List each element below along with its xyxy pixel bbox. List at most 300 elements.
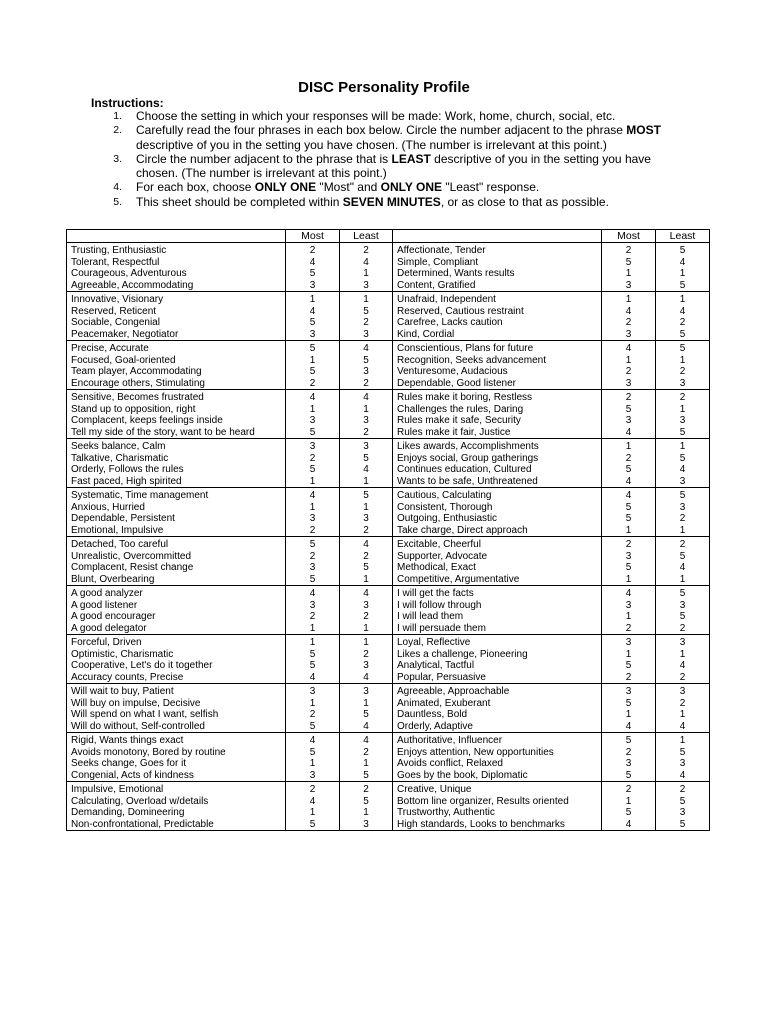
least-number[interactable]: 1: [363, 573, 369, 585]
instruction-text: Carefully read the four phrases in each box below. Circle the number adjacent to the phrase: [136, 123, 627, 138]
most-number[interactable]: 5: [309, 317, 316, 328]
phrases-cell-left: [67, 782, 286, 831]
most-number[interactable]: 4: [309, 256, 316, 268]
most-cell-right: [602, 390, 656, 439]
most-number[interactable]: 2: [625, 784, 632, 795]
least-number[interactable]: 1: [363, 501, 369, 513]
most-cell-right: [602, 243, 656, 292]
least-number[interactable]: 4: [679, 660, 686, 671]
least-number[interactable]: 3: [679, 807, 686, 818]
most-number[interactable]: 1: [625, 268, 632, 279]
least-number[interactable]: 4: [363, 256, 369, 268]
least-number[interactable]: 3: [679, 377, 686, 389]
most-number[interactable]: 5: [625, 513, 632, 524]
least-number[interactable]: 1: [363, 268, 369, 279]
most-number[interactable]: 2: [309, 524, 316, 536]
least-number[interactable]: 5: [363, 305, 369, 317]
phrases-cell-right: [393, 733, 602, 782]
least-number[interactable]: 1: [363, 637, 369, 648]
least-number[interactable]: 2: [363, 524, 369, 536]
least-number[interactable]: 3: [679, 637, 686, 648]
least-number[interactable]: 2: [679, 513, 686, 524]
most-number[interactable]: 3: [625, 279, 632, 291]
least-number[interactable]: 3: [679, 415, 686, 426]
phrases-cell-right: [393, 684, 602, 733]
most-number[interactable]: 4: [625, 818, 632, 830]
least-number[interactable]: 4: [679, 720, 686, 732]
most-cell-left: [286, 292, 340, 341]
phrase-text: Impulsive, Emotional: [71, 784, 164, 795]
most-number[interactable]: 2: [309, 611, 316, 622]
most-number[interactable]: 5: [625, 256, 632, 268]
phrases-cell-left: [67, 537, 286, 586]
instruction-item: [110, 152, 710, 181]
instruction-number: 5.: [113, 195, 122, 208]
least-number[interactable]: 3: [363, 415, 369, 426]
least-number[interactable]: 5: [679, 818, 686, 830]
least-number[interactable]: 4: [363, 588, 369, 599]
most-number[interactable]: 5: [625, 562, 632, 573]
phrase-text: Innovative, Visionary: [71, 294, 164, 305]
least-number[interactable]: 2: [679, 539, 686, 550]
table-row: [67, 243, 710, 292]
phrase-text: Precise, Accurate: [71, 343, 149, 354]
most-number[interactable]: 1: [625, 611, 632, 622]
most-cell-right: [602, 292, 656, 341]
most-number[interactable]: 3: [309, 599, 316, 611]
least-number[interactable]: 4: [679, 769, 686, 781]
most-number[interactable]: 1: [309, 501, 316, 513]
most-number[interactable]: 1: [625, 648, 632, 660]
least-cell-right: [656, 243, 710, 292]
most-number[interactable]: 5: [309, 660, 316, 671]
phrase-text: Content, Gratified: [397, 279, 476, 291]
least-number[interactable]: 3: [679, 475, 686, 487]
most-cell-left: [286, 488, 340, 537]
phrase-text: Analytical, Tactful: [397, 660, 475, 671]
instruction-text: descriptive of you in the setting you have: [430, 151, 651, 166]
most-number[interactable]: 3: [625, 686, 632, 697]
least-number[interactable]: 1: [679, 573, 686, 585]
most-number[interactable]: 5: [309, 573, 316, 585]
most-number[interactable]: 2: [309, 784, 316, 795]
most-cell-left: [286, 586, 340, 635]
most-number[interactable]: 2: [625, 622, 632, 634]
phrase-text: Likes a challenge, Pioneering: [397, 648, 528, 660]
least-number[interactable]: 4: [363, 720, 369, 732]
least-number[interactable]: 1: [679, 735, 686, 746]
least-number[interactable]: 5: [363, 490, 369, 501]
most-cell-left: [286, 635, 340, 684]
header-least-right: Least: [656, 230, 710, 243]
most-number[interactable]: 2: [309, 709, 316, 720]
least-number[interactable]: 1: [363, 403, 369, 415]
least-number[interactable]: 3: [679, 758, 686, 769]
table-row: [67, 586, 710, 635]
most-number[interactable]: 3: [309, 513, 316, 524]
least-number[interactable]: 2: [363, 648, 369, 660]
phrase-text: Dependable, Good listener: [397, 377, 516, 389]
phrase-text: Agreeable, Approachable: [397, 686, 510, 697]
phrase-text: A good encourager: [71, 611, 156, 622]
most-number[interactable]: 2: [309, 550, 316, 562]
most-number[interactable]: 4: [309, 795, 316, 807]
least-cell-right: [656, 782, 710, 831]
most-number[interactable]: 1: [309, 807, 316, 818]
least-number[interactable]: 4: [679, 256, 686, 268]
most-number[interactable]: 5: [625, 735, 632, 746]
least-number[interactable]: 5: [679, 746, 686, 758]
least-number[interactable]: 1: [679, 268, 686, 279]
table-header-row: [67, 230, 710, 243]
most-number[interactable]: 5: [309, 818, 316, 830]
instruction-text: descriptive of you in the setting you have chosen. (The number is irrelevant at this point.): [136, 137, 607, 152]
least-number[interactable]: 5: [679, 245, 686, 256]
phrase-text: Methodical, Exact: [397, 562, 476, 573]
most-number[interactable]: 5: [309, 539, 316, 550]
phrase-text: I will follow through: [397, 599, 482, 611]
phrases-cell-left: [67, 684, 286, 733]
instruction-line: [136, 138, 710, 152]
least-number[interactable]: 2: [679, 622, 686, 634]
least-number[interactable]: 4: [363, 343, 369, 354]
least-number[interactable]: 2: [679, 317, 686, 328]
phrase-text: Forceful, Driven: [71, 637, 142, 648]
most-number[interactable]: 2: [625, 671, 632, 683]
least-number[interactable]: 5: [363, 769, 369, 781]
most-number[interactable]: 1: [625, 709, 632, 720]
least-number[interactable]: 5: [679, 795, 686, 807]
most-number[interactable]: 4: [309, 588, 316, 599]
most-number[interactable]: 3: [309, 686, 316, 697]
most-number[interactable]: 2: [625, 366, 632, 377]
least-cell-left: [340, 341, 393, 390]
phrase-text: Detached, Too careful: [71, 539, 169, 550]
phrase-text: Cooperative, Let's do it together: [71, 660, 213, 671]
most-number[interactable]: 3: [309, 328, 316, 340]
phrases-cell-left: [67, 488, 286, 537]
phrase-text: Congenial, Acts of kindness: [71, 769, 194, 781]
least-number[interactable]: 4: [363, 539, 369, 550]
least-number[interactable]: 4: [679, 562, 686, 573]
least-number[interactable]: 5: [363, 562, 369, 573]
most-number[interactable]: 2: [625, 392, 632, 403]
least-number[interactable]: 2: [363, 245, 369, 256]
most-number[interactable]: 1: [625, 795, 632, 807]
phrase-text: Fast paced, High spirited: [71, 475, 182, 487]
phrase-text: Reserved, Cautious restraint: [397, 305, 524, 317]
least-number[interactable]: 5: [363, 354, 369, 366]
least-number[interactable]: 5: [679, 279, 686, 291]
instruction-emphasis: LEAST: [391, 151, 431, 166]
most-number[interactable]: 5: [625, 660, 632, 671]
most-cell-left: [286, 341, 340, 390]
instruction-line: [136, 166, 710, 180]
most-number[interactable]: 3: [625, 377, 632, 389]
most-number[interactable]: 5: [309, 648, 316, 660]
most-number[interactable]: 1: [309, 637, 316, 648]
most-number[interactable]: 3: [309, 415, 316, 426]
phrase-text: Likes awards, Accomplishments: [397, 441, 539, 452]
phrase-text: Determined, Wants results: [397, 268, 515, 279]
most-cell-right: [602, 341, 656, 390]
instruction-line: [136, 195, 710, 209]
most-number[interactable]: 2: [309, 452, 316, 464]
least-number[interactable]: 2: [363, 784, 369, 795]
least-number[interactable]: 2: [363, 317, 369, 328]
most-number[interactable]: 5: [309, 720, 316, 732]
phrase-text: Will spend on what I want, selfish: [71, 709, 219, 720]
least-number[interactable]: 2: [679, 671, 686, 683]
most-number[interactable]: 4: [309, 671, 316, 683]
phrase-text: Reserved, Reticent: [71, 305, 157, 317]
most-number[interactable]: 5: [625, 501, 632, 513]
most-number[interactable]: 1: [309, 403, 316, 415]
most-cell-left: [286, 243, 340, 292]
least-number[interactable]: 5: [679, 452, 686, 464]
least-number[interactable]: 3: [679, 501, 686, 513]
most-number[interactable]: 4: [309, 735, 316, 746]
least-number[interactable]: 2: [363, 746, 369, 758]
instruction-emphasis: ONLY ONE: [254, 180, 317, 195]
least-number[interactable]: 4: [679, 305, 686, 317]
least-number[interactable]: 1: [363, 758, 369, 769]
phrases-cell-right: [393, 341, 602, 390]
least-cell-left: [340, 243, 393, 292]
most-number[interactable]: 1: [309, 354, 316, 366]
most-number[interactable]: 4: [625, 305, 632, 317]
least-number[interactable]: 4: [363, 671, 369, 683]
least-number[interactable]: 3: [679, 686, 686, 697]
most-number[interactable]: 2: [309, 245, 316, 256]
most-number[interactable]: 5: [625, 464, 632, 475]
most-number[interactable]: 5: [625, 697, 632, 709]
most-number[interactable]: 5: [625, 403, 632, 415]
phrases-cell-left: [67, 292, 286, 341]
phrases-cell-right: [393, 586, 602, 635]
least-number[interactable]: 2: [363, 550, 369, 562]
least-cell-left: [340, 733, 393, 782]
most-number[interactable]: 1: [309, 475, 316, 487]
most-cell-right: [602, 782, 656, 831]
most-number[interactable]: 1: [625, 524, 632, 536]
most-number[interactable]: 3: [625, 758, 632, 769]
phrase-text: Rules make it fair, Justice: [397, 426, 511, 438]
least-number[interactable]: 4: [363, 464, 369, 475]
most-number[interactable]: 5: [309, 343, 316, 354]
phrase-text: Unafraid, Independent: [397, 294, 496, 305]
least-number[interactable]: 4: [363, 392, 369, 403]
least-number[interactable]: 2: [363, 611, 369, 622]
most-number[interactable]: 4: [625, 720, 632, 732]
least-number[interactable]: 5: [363, 709, 369, 720]
table-row: [67, 341, 710, 390]
most-number[interactable]: 1: [625, 441, 632, 452]
least-number[interactable]: 5: [363, 452, 369, 464]
most-number[interactable]: 2: [625, 317, 632, 328]
most-number[interactable]: 3: [309, 562, 316, 573]
phrase-text: Competitive, Argumentative: [397, 573, 520, 585]
least-number[interactable]: 1: [363, 475, 369, 487]
most-cell-right: [602, 733, 656, 782]
most-number[interactable]: 3: [625, 550, 632, 562]
most-number[interactable]: 5: [309, 426, 316, 438]
least-number[interactable]: 2: [679, 366, 686, 377]
instruction-text: This sheet should be completed within: [136, 194, 343, 209]
least-number[interactable]: 5: [679, 343, 686, 354]
least-number[interactable]: 3: [363, 441, 369, 452]
most-number[interactable]: 1: [625, 354, 632, 366]
most-number[interactable]: 4: [625, 343, 632, 354]
least-number[interactable]: 2: [679, 784, 686, 795]
instruction-item: [110, 180, 710, 194]
least-number[interactable]: 1: [679, 294, 686, 305]
phrase-text: Tell my side of the story, want to be heard: [71, 426, 255, 438]
least-number[interactable]: 2: [363, 377, 369, 389]
least-number[interactable]: 3: [363, 366, 369, 377]
least-number[interactable]: 2: [679, 392, 686, 403]
most-number[interactable]: 1: [309, 622, 316, 634]
least-number[interactable]: 5: [363, 795, 369, 807]
header-most-left: Most: [286, 230, 340, 243]
phrase-text: Carefree, Lacks caution: [397, 317, 503, 328]
most-number[interactable]: 3: [625, 415, 632, 426]
least-number[interactable]: 3: [363, 686, 369, 697]
least-number[interactable]: 1: [679, 648, 686, 660]
least-number[interactable]: 5: [679, 550, 686, 562]
least-number[interactable]: 1: [363, 697, 369, 709]
phrase-text: Popular, Persuasive: [397, 671, 486, 683]
least-number[interactable]: 1: [363, 807, 369, 818]
instruction-number: 3.: [113, 152, 122, 165]
most-number[interactable]: 1: [309, 697, 316, 709]
least-number[interactable]: 3: [679, 599, 686, 611]
most-number[interactable]: 1: [309, 758, 316, 769]
least-number[interactable]: 5: [679, 426, 686, 438]
phrase-text: Courageous, Adventurous: [71, 268, 187, 279]
least-number[interactable]: 4: [363, 735, 369, 746]
phrase-text: Orderly, Follows the rules: [71, 464, 184, 475]
most-number[interactable]: 3: [625, 599, 632, 611]
most-number[interactable]: 5: [309, 464, 316, 475]
least-number[interactable]: 1: [679, 354, 686, 366]
phrase-text: High standards, Looks to benchmarks: [397, 818, 565, 830]
most-cell-left: [286, 684, 340, 733]
most-number[interactable]: 3: [625, 637, 632, 648]
phrase-text: Avoids conflict, Relaxed: [397, 758, 503, 769]
phrase-text: Excitable, Cheerful: [397, 539, 481, 550]
phrase-text: Challenges the rules, Daring: [397, 403, 524, 415]
most-number[interactable]: 2: [625, 452, 632, 464]
most-number[interactable]: 4: [309, 305, 316, 317]
most-number[interactable]: 5: [309, 268, 316, 279]
most-number[interactable]: 2: [309, 377, 316, 389]
least-number[interactable]: 1: [363, 294, 369, 305]
least-number[interactable]: 3: [363, 328, 369, 340]
phrase-text: Continues education, Cultured: [397, 464, 532, 475]
instruction-emphasis: SEVEN MINUTES: [342, 194, 441, 209]
least-number[interactable]: 1: [679, 524, 686, 536]
phrase-text: Sociable, Congenial: [71, 317, 160, 328]
least-number[interactable]: 5: [679, 328, 686, 340]
phrase-text: Encourage others, Stimulating: [71, 377, 205, 389]
most-number[interactable]: 2: [625, 539, 632, 550]
most-number[interactable]: 5: [309, 746, 316, 758]
most-number[interactable]: 1: [625, 294, 632, 305]
most-number[interactable]: 1: [309, 294, 316, 305]
most-number[interactable]: 5: [625, 807, 632, 818]
most-cell-right: [602, 537, 656, 586]
most-number[interactable]: 1: [625, 573, 632, 585]
header-most-right: Most: [602, 230, 656, 243]
least-number[interactable]: 5: [679, 611, 686, 622]
least-number[interactable]: 3: [363, 279, 369, 291]
least-number[interactable]: 3: [363, 513, 369, 524]
most-number[interactable]: 3: [309, 279, 316, 291]
most-number[interactable]: 4: [309, 392, 316, 403]
phrase-text: Sensitive, Becomes frustrated: [71, 392, 204, 403]
table-row: [67, 684, 710, 733]
least-number[interactable]: 3: [363, 660, 369, 671]
header-phrases-right: [393, 230, 602, 243]
least-number[interactable]: 2: [363, 426, 369, 438]
least-number[interactable]: 2: [679, 697, 686, 709]
instruction-text: , or as close to that as possible.: [440, 194, 609, 209]
header-phrases-left: [67, 230, 286, 243]
most-number[interactable]: 4: [309, 490, 316, 501]
instruction-item: [110, 109, 710, 123]
most-number[interactable]: 5: [625, 769, 632, 781]
most-number[interactable]: 4: [625, 475, 632, 487]
least-number[interactable]: 1: [363, 622, 369, 634]
phrase-text: Kind, Cordial: [397, 328, 455, 340]
most-number[interactable]: 2: [625, 746, 632, 758]
most-number[interactable]: 3: [309, 441, 316, 452]
least-number[interactable]: 4: [679, 464, 686, 475]
least-number[interactable]: 1: [679, 403, 686, 415]
most-number[interactable]: 4: [625, 588, 632, 599]
least-cell-left: [340, 586, 393, 635]
instruction-line: [136, 152, 710, 166]
least-cell-left: [340, 635, 393, 684]
least-cell-right: [656, 684, 710, 733]
table-row: [67, 635, 710, 684]
least-number[interactable]: 3: [363, 818, 369, 830]
phrase-text: Focused, Goal-oriented: [71, 354, 176, 366]
most-number[interactable]: 3: [625, 328, 632, 340]
most-number[interactable]: 4: [625, 426, 632, 438]
table-row: [67, 292, 710, 341]
least-number[interactable]: 5: [679, 588, 686, 599]
phrases-cell-right: [393, 243, 602, 292]
phrase-text: Non-confrontational, Predictable: [71, 818, 214, 830]
phrases-cell-left: [67, 586, 286, 635]
phrase-text: Will wait to buy, Patient: [71, 686, 174, 697]
phrase-text: Complacent, Resist change: [71, 562, 194, 573]
most-number[interactable]: 3: [309, 769, 316, 781]
least-number[interactable]: 5: [679, 490, 686, 501]
least-number[interactable]: 1: [679, 709, 686, 720]
least-number[interactable]: 3: [363, 599, 369, 611]
phrase-text: Emotional, Impulsive: [71, 524, 164, 536]
most-number[interactable]: 2: [625, 245, 632, 256]
phrase-text: I will lead them: [397, 611, 464, 622]
most-number[interactable]: 4: [625, 490, 632, 501]
most-number[interactable]: 5: [309, 366, 316, 377]
phrase-text: Venturesome, Audacious: [397, 366, 508, 377]
phrase-text: Calculating, Overload w/details: [71, 795, 209, 807]
least-number[interactable]: 1: [679, 441, 686, 452]
